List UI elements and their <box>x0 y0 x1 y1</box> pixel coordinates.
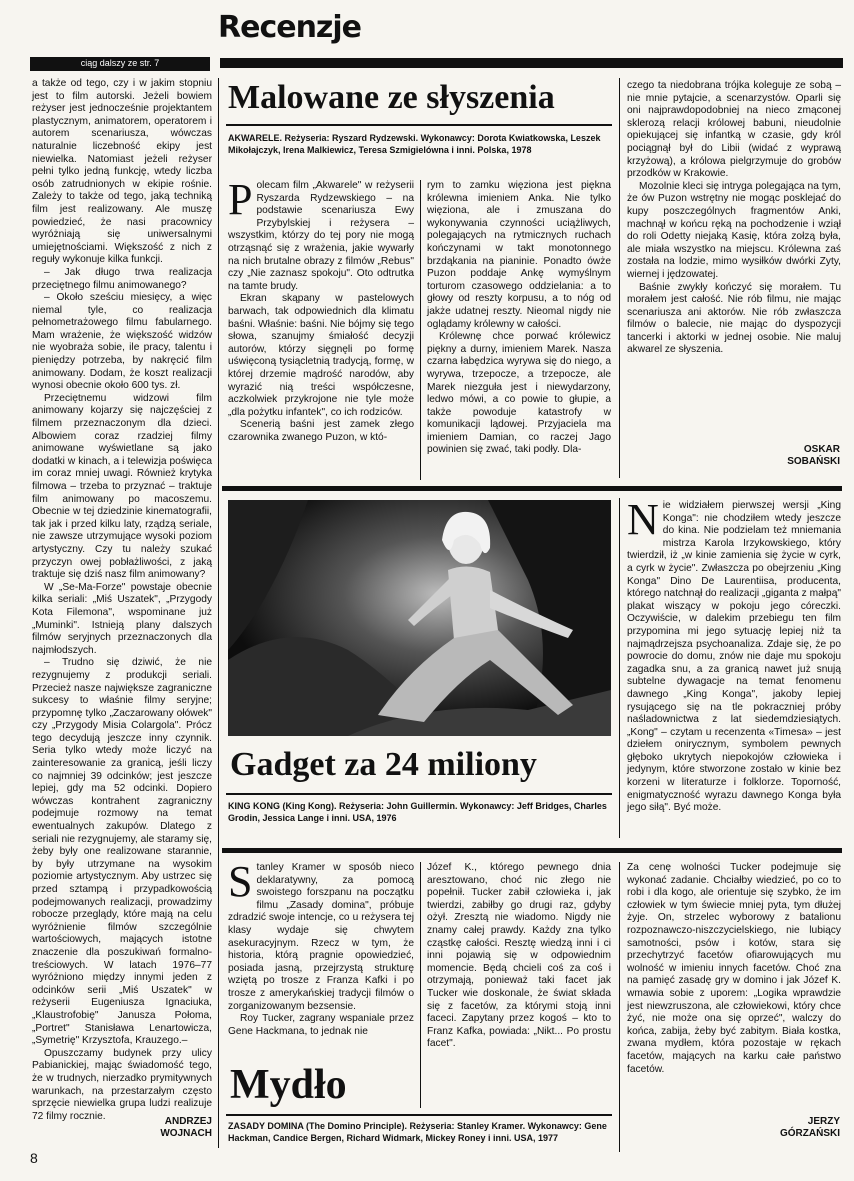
paragraph-text: olecam film „Akwarele" w reżyserii Ryszarda Rydzewskiego – na podstawie scenariusza Ewy Przybylskiej i reżysera – wszystkim, którzy do tej pory nie mogą otrząsnąć się z wrażenia, jakie wywarły na nich brutalne obrazy z filmów „Rebus" czy „Nie zaznasz spokoju". Oto odtrutka na tamte brudy. <box>228 180 414 292</box>
author-wojnach <box>110 1116 212 1140</box>
left-column-divider <box>218 78 219 1148</box>
paragraph-text: a także od tego, czy i w jakim stopniu jest to film autorski. Jeżeli bowiem reżyser jest jednocześnie projektantem plastycznym, animatorem, operatorem i autorem scenariusza, wówczas naturalnie liczebność ekipy jest niewielka. Natomiast jeżeli reżyser pełni tylko jedną funkcję, wtedy liczba osób zatrudnionych w ekipie rośnie. Zależy to także od tego, jaką techniką film jest realizowany. Ale muszę powiedzieć, że nasi pracownicy wyróżniają się uniwersalnymi umiejętnościami. Większość z nich z reguły wykonuje kilka funkcji. <box>32 78 212 266</box>
paragraph <box>627 181 841 282</box>
paragraph-text: Za cenę wolności Tucker podejmuje się wykonać zadanie. Chciałby wiedzieć, po co to robi i dla kogo, ale orientuje się szybko, że im człowiek w tym świecie mniej pyta, tym dłużej żyje. On, strzelec wyborowy z batalionu rozpoznawczo-niszczycielskiego, nie lubiący samotności, psów i kotów, stara się przechytrzyć facetów ofiarowujących mu wolność w imieniu innych facetów. Choć zna na pamięć zasadę gry w domino i jak Józef K. wmawia sobie z uporem: „Logika wprawdzie jest niewzruszona, ale człowiekowi, który chce żyć, nie może ona się oprzeć", walczy do końca, zabija, żeby być zabitym. Biała kostka, zwana mydłem, która pozostaje w rękach facetów, mających na karku całe państwo facetów. <box>627 862 841 1075</box>
review1-col2 <box>427 180 611 480</box>
paragraph <box>32 393 212 582</box>
author-lastname: GÓRZAŃSKI <box>780 1128 840 1139</box>
paragraph-text: Ekran skąpany w pastelowych barwach, tak odpowiednich dla klimatu baśni. Właśnie: baśni. Nie bójmy się tego słowa, szanujmy śmiałość decyzji autorów, którzy sięgnęli po formę uświęconą tysiącletnią tradycją, formę, w której drzemie mądrość narodów, aby wyrazić nią treści współczesne, aczkolwiek przykrojone nie tyle może „dla pożytku infantek", co ich rodziców. <box>228 293 414 418</box>
review1-title: Malowane ze słyszenia <box>228 79 555 116</box>
author-firstname: ANDRZEJ <box>164 1116 212 1127</box>
review3-credits: ZASADY DOMINA (The Domino Principle). Reżyseria: Stanley Kramer. Wykonawcy: Gene Hackman, Candice Bergen, Richard Widmark, Mickey Roney i inni. USA, 1977 <box>228 1121 607 1143</box>
paragraph <box>627 862 841 1076</box>
review1-title-rule <box>226 124 612 126</box>
paragraph <box>32 582 212 658</box>
paragraph-text: – Około sześciu miesięcy, a więc niemal tyle, co realizacja pełnometrażowego filmu fabularnego. Mam wrażenie, że większość widzów nie wyobraża sobie, ile pracy, talentu i pieniędzy potrzeba, by nakręcić film animowany. Dodam, że koszt realizacji wynosi obecnie około 600 tys. zł. <box>32 292 212 392</box>
review3-title-rule <box>226 1114 612 1116</box>
paragraph <box>427 862 611 1051</box>
review3-title: Mydło <box>230 1062 347 1108</box>
review1-credits: AKWARELE. Reżyseria: Ryszard Rydzewski. Wykonawcy: Dorota Kwiatkowska, Leszek Mikołajczyk, Irena Malkiewicz, Teresa Szmigielówna i inni. Polska, 1978 <box>228 133 601 155</box>
paragraph-text: Baśnie zwykły kończyć się morałem. Tu morałem jest całość. Nie rób filmu, nie mając scenariusza ani aktorów. Nie rób zwłaszcza filmów o balecie, nie mając do dyspozycji tancerki i aktorki w jednej osobie. Nie maluj akwarel ze słyszenia. <box>627 281 841 356</box>
review2-divider <box>619 498 620 838</box>
continued-note: ciąg dalszy ze str. 7 <box>30 57 210 71</box>
paragraph <box>32 267 212 292</box>
king-kong-photo <box>228 500 611 736</box>
review1-divider2 <box>619 78 620 478</box>
paragraph <box>32 1048 212 1124</box>
paragraph <box>32 78 212 267</box>
paragraph-text: czego ta niedobrana trójka koleguje ze sobą – nie mnie pytajcie, a scenarzystów. Oparli się oni najprawdopodobniej na nieco zmąconej sklerozą relacji królowej babuni, nieudolnie opiekującej się infantką w czasie, gdy król pociągnął był do Libii (widać z wyprawą krzyżową), a królowa pielgrzymuje do grobów przodków w Krakowie. <box>627 80 841 180</box>
paragraph-text: Roy Tucker, zagrany wspaniale przez Gene Hackmana, to jednak nie <box>228 1013 414 1037</box>
paragraph-text: rym to zamku więziona jest piękna królewna imieniem Anka. Nie tylko więziona, ale i zmuszana do wykonywania czynności uciążliwych, polegających na rytmicznych ruchach kończynami w takt monotonnego brzdąkania na pianinie. Ponadto ówże Puzon poddaje Ankę wymyślnym torturom czasowego oddzielania: a to głowy od reszty korpusu, a to nóg od jakże udatnej reszty. Nieomal nigdy nie oglądamy królewny w całości. <box>427 180 611 330</box>
paragraph <box>627 495 841 815</box>
paragraph-text: W „Se-Ma-Forze" powstaje obecnie kilka seriali: „Miś Uszatek", „Przygody Kota Filemona", wspominane już „Muminki". Istnieją plany dalszych filmów seryjnych przeznaczonych dla najmłodszych. <box>32 581 212 656</box>
paragraph-text: Królewnę chce porwać królewicz piękny a durny, imieniem Marek. Nasza czarna łabędzica wyrywa się do niego, a wyrywa, trzepocze, a trzepocze, ale Marek niezguła jest i niewydarzony, ledwo mówi, a co powie to głupie, a także powoduje katastrofy w komunikacji lądowej. Przyjaciela ma imieniem Damian, co raczej Jago powinien się zwać, taki podły. Dla- <box>427 331 611 456</box>
paragraph <box>228 857 414 1013</box>
paragraph <box>32 657 212 1047</box>
paragraph-text: Opuszczamy budynek przy ulicy Pabianickiej, mając świadomość tego, że w trudnych, nierzadko prymitywnych warunkach, na przestarzałym często sprzęcie niewielka grupa ludzi realizuje 72 filmy rocznie. <box>32 1047 212 1122</box>
review1-col3 <box>627 80 841 436</box>
review3-col2 <box>427 862 611 1108</box>
paragraph <box>427 331 611 457</box>
paragraph <box>627 80 841 181</box>
top-rule <box>220 58 843 68</box>
review3-col1 <box>228 857 414 1062</box>
review3-divider2 <box>619 862 620 1152</box>
review3-col3 <box>627 862 841 1108</box>
review2-text <box>627 495 841 834</box>
drop-cap: N <box>627 495 659 544</box>
author-sobanski <box>680 444 840 468</box>
page-number: 8 <box>30 1150 38 1166</box>
section-header: Recenzje <box>218 10 362 45</box>
paragraph-text: – Trudno się dziwić, że nie rezygnujemy z produkcji seriali. Przecież nasze największe zagraniczne sukcesy to właśnie filmy seryjne; przypomnę tylko „Zaczarowany ołówek" czy „Przygody Misia Colargola". Prócz tego decydują jeszcze inny czynnik. Seria tylko wtedy może liczyć na zainteresowanie za granicą, jeśli liczy co najmniej 39 odcinków; jest jeszcze lepiej, gdy ma 52 odcinki. Dopiero wówczas kontrahent zagraniczny podejmuje rozmowy na temat ewentualnych zakupów. Dlatego z seriali nie rezygnujemy, ale staramy się, żeby były one realizowane starannie, by były utrzymane na wysokim poziomie artystycznym. Aby ustrzec się przed sztampą i przypadkowością podejmowanych realizacji, prowadzimy robocze przeglądy, które mają na celu wyróżnienie filmów szczególnie wartościowych, mających istotne znaczenie dla poszukiwań formalno-treściowych. W latach 1976–77 wyróżniono między innymi jeden z odcinków serii „Miś Uszatek" w reżyserii Eugeniusza Ignaciuka, „Klaustrofobię" Janusza Połoma, „Portret" Stanisława Lenartowicza, „Symetrię" Krzysztofa, Krauzego.– <box>32 657 212 1047</box>
paragraph-text: ie widziałem pierwszej wersji „King Konga": nie chodziłem wtedy jeszcze do kina. Nie podzielam też mniemania mistrza Karola Irzykowskiego, który twierdził, iż „w kinie zamienia się życie w cyrk, a cyrk w życie". Zwłaszcza po obejrzeniu „King Konga" Dino De Laurentiisa, producenta, którego natchnął do realizacji „giganta z małpą" plakat wiszący w pokoju jego córeczki. Oczywiście, w dalekim przebiegu ten film przypomina mi jego sytuację lepiej niż ta najmądrzejsza psychoanaliza. Zdaje się, że po powrocie do domu, znów nie daje mu spokoju zagadka snu, a za granicą nawet już snują subtelne dywagacje na temat fenomenu dawnego „King Konga", jakoby lepiej rysującego się na tle pokraczniej próby naśladownictwa z lat siedemdziesiątych. „Kong" – czytam u recenzenta «Timesa» – jest dziełem onirycznym, symbolem pewnych głęboko ukrytych niepokojów człowieka i jedynym, które stworzone zostało w kinie bez korzeni w literaturze i folklorze. Toporność, enigmatyczność wyrazu dawnego Konga była jego siłą". Być może. <box>627 500 841 814</box>
review2-credits: KING KONG (King Kong). Reżyseria: John Guillermin. Wykonawcy: Jeff Bridges, Charles Grodin, Jessica Lange i inni. USA, 1976 <box>228 801 607 823</box>
paragraph <box>228 419 414 444</box>
review1-divider1 <box>420 180 421 480</box>
author-lastname: WOJNACH <box>160 1128 212 1139</box>
paragraph-text: Przeciętnemu widzowi film animowany kojarzy się najczęściej z filmem przeznaczonym dla dzieci. Albowiem coraz rzadziej filmy animowane wyświetlane są jako dodatki w kinach, a i telewizja poświęca im coraz mniej uwagi. Również krytyka filmowa – trzeba to przyznać – traktuje film animowany po macoszemu. Obecnie w tej dziedzinie kinematografii, tak jak i przed kilku laty, rządzą seriale, nie zawsze utrzymujące wysoki poziom artystyczny. Czy tu należy szukać przyczyn owej pobłażliwości, z jaką traktuje się dziś nasz film animowany? <box>32 392 212 581</box>
drop-cap: S <box>228 857 253 906</box>
paragraph-text: Scenerią baśni jest zamek złego czarownika zwanego Puzon, w któ- <box>228 419 414 443</box>
paragraph-text: – Jak długo trwa realizacja przeciętnego filmu animowanego? <box>32 266 212 291</box>
author-gorzanski <box>680 1116 840 1140</box>
paragraph-text: tanley Kramer w sposób nieco deklaratywny, za pomocą swoistego forszpanu na początku filmu „Zasady domina", próbuje zdradzić swoje intencje, co u reżysera tej klasy wydaje się chwytem asekuracyjnym. Rzecz w tym, że historia, którą pragnie opowiedzieć, posiada jasną, przejrzystą strukturę wziętą po trosze z Franza Kafki i po trosze z amerykańskiej tradycji filmów o zorganizowanym bezsensie. <box>228 862 414 1012</box>
review2-title-rule <box>226 793 612 795</box>
author-lastname: SOBAŃSKI <box>787 456 840 467</box>
section-rule-1 <box>222 486 842 491</box>
author-firstname: JERZY <box>807 1116 840 1127</box>
paragraph <box>627 282 841 358</box>
paragraph <box>228 175 414 293</box>
author-firstname: OSKAR <box>803 444 840 455</box>
paragraph-text: Józef K., którego pewnego dnia aresztowano, choć nic złego nie popełnił. Tucker zabił człowieka i, jak twierdzi, zabiłby go drugi raz, gdyby ożył. Zresztą nie wiadomo. Nigdy nie znamy całej prawdy. Każdy zna tylko cząstkę całości. Resztę wiedzą inni i ci inni pojawią się w odpowiednim momencie. Będą chcieli coś za coś i otrzymają, ponieważ taki facet jak Tucker wie doskonale, że świat składa się z facetów, za którymi stoją inni faceci. Zapytany przez kogoś – kto to Franz Kafka, powiada: „Nikt... Po prostu facet". <box>427 862 611 1050</box>
paragraph <box>228 1013 414 1038</box>
review3-divider1 <box>420 862 421 1108</box>
section-rule-2 <box>222 848 842 853</box>
paragraph-text: Mozolnie kleci się intryga polegająca na tym, że ów Puzon wstrętny nie mogąc posklejać do kupy poszczególnych fragmentów Anki, machnął w końcu ręką na pochodzenie i wziął do roli Odetty niejaką Kasię, która zołzą była, ale miała wszystko na miejscu. Królewna zaś została na lodzie, mimo wysiłków dwórki Zyty, wiernej i jędzowatej. <box>627 180 841 280</box>
photo-illustration <box>228 500 611 736</box>
paragraph <box>228 293 414 419</box>
paragraph <box>32 292 212 393</box>
review2-title: Gadget za 24 miliony <box>230 746 537 783</box>
paragraph <box>427 180 611 331</box>
drop-cap: P <box>228 175 253 224</box>
review1-col1 <box>228 175 414 480</box>
